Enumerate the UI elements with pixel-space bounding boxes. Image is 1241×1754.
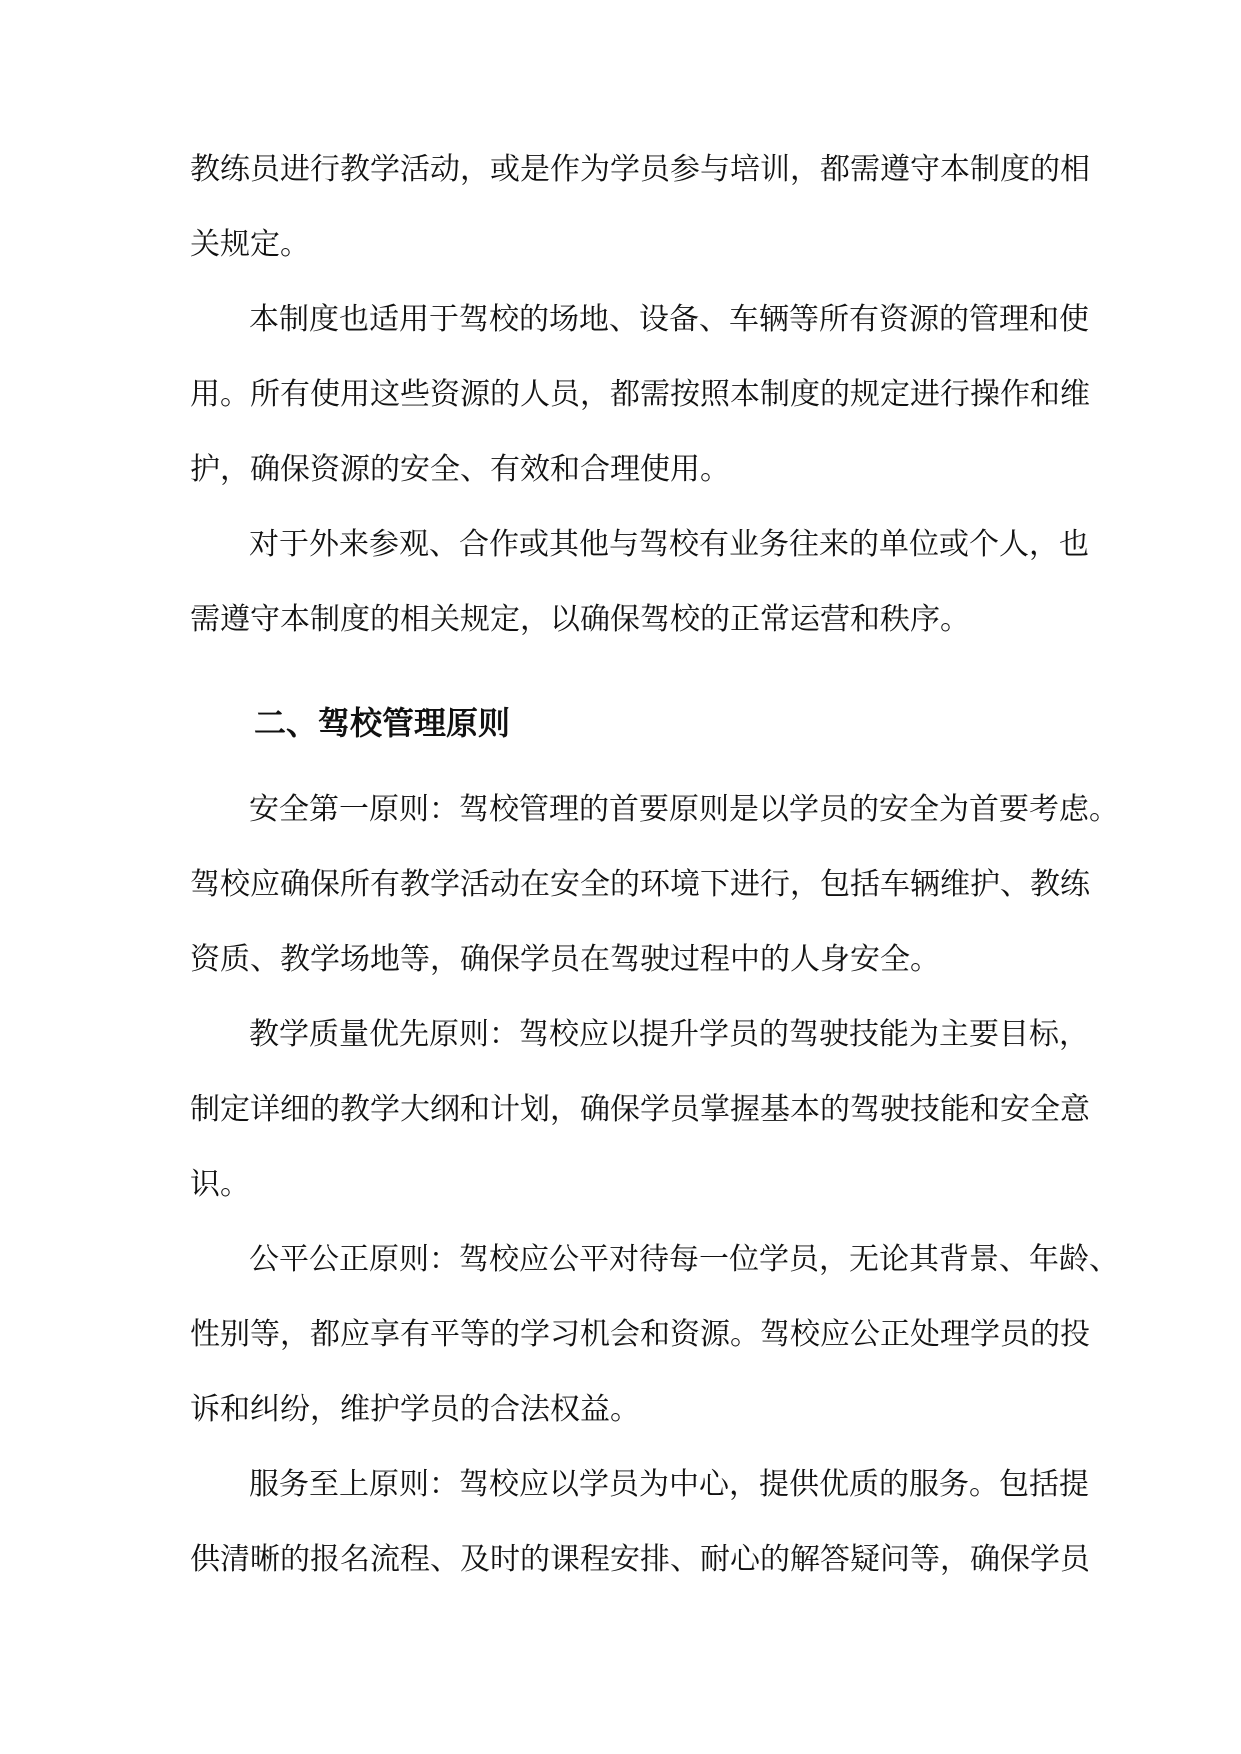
- paragraph-line: 资质、教学场地等，确保学员在驾驶过程中的人身安全。: [190, 942, 940, 977]
- paragraph-line: 关规定。: [190, 227, 310, 262]
- paragraph-line: 驾校应确保所有教学活动在安全的环境下进行，包括车辆维护、教练: [190, 867, 1090, 902]
- paragraph-line: 安全第一原则：驾校管理的首要原则是以学员的安全为首要考虑。: [249, 792, 1119, 827]
- section-heading: 二、驾校管理原则: [254, 704, 511, 742]
- paragraph-line: 性别等，都应享有平等的学习机会和资源。驾校应公正处理学员的投: [190, 1317, 1090, 1352]
- paragraph-line: 诉和纠纷，维护学员的合法权益。: [190, 1392, 640, 1427]
- paragraph-line: 本制度也适用于驾校的场地、设备、车辆等所有资源的管理和使: [249, 302, 1089, 337]
- paragraph-line: 用。所有使用这些资源的人员，都需按照本制度的规定进行操作和维: [190, 377, 1090, 412]
- paragraph-line: 教练员进行教学活动，或是作为学员参与培训，都需遵守本制度的相: [190, 152, 1090, 187]
- paragraph-line: 护，确保资源的安全、有效和合理使用。: [190, 452, 730, 487]
- paragraph-line: 识。: [190, 1167, 250, 1202]
- paragraph-line: 教学质量优先原则：驾校应以提升学员的驾驶技能为主要目标，: [249, 1017, 1089, 1052]
- paragraph-line: 需遵守本制度的相关规定，以确保驾校的正常运营和秩序。: [190, 602, 970, 637]
- paragraph-line: 公平公正原则：驾校应公平对待每一位学员，无论其背景、年龄、: [249, 1242, 1119, 1277]
- paragraph-line: 供清晰的报名流程、及时的课程安排、耐心的解答疑问等，确保学员: [190, 1542, 1090, 1577]
- paragraph-line: 服务至上原则：驾校应以学员为中心，提供优质的服务。包括提: [249, 1467, 1089, 1502]
- paragraph-line: 对于外来参观、合作或其他与驾校有业务往来的单位或个人，也: [249, 527, 1089, 562]
- paragraph-line: 制定详细的教学大纲和计划，确保学员掌握基本的驾驶技能和安全意: [190, 1092, 1090, 1127]
